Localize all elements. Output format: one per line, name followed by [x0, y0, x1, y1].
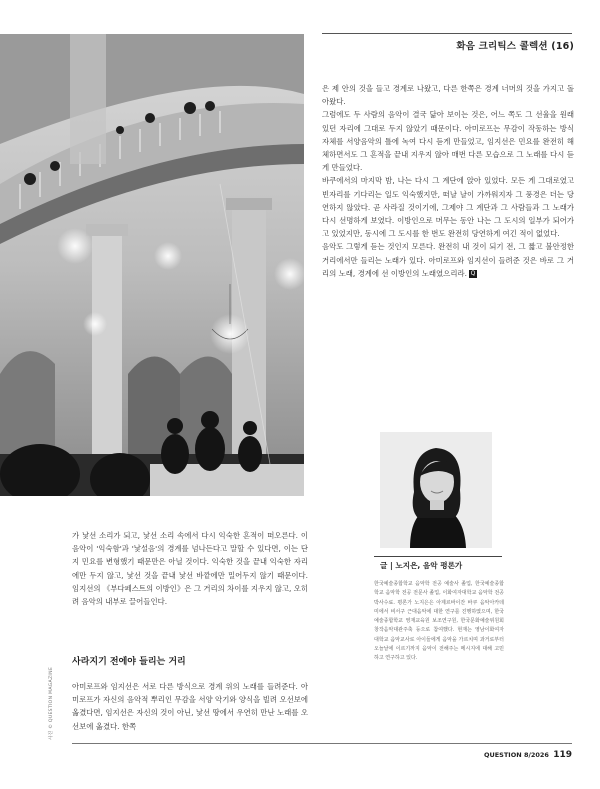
page-footer	[484, 750, 572, 760]
paragraph-last	[322, 240, 574, 280]
paragraph: 그럼에도 두 사람의 음악이 결국 닮아 보이는 것은, 어느 쪽도 그 선율을 원래 있던 자리에 그대로 두지 않았기 때문이다. 아미로프는 무감이 작동하는 방식 자체를 서양음악의 틀에 녹여 다시 듣게 만들었고, 임지선은 민요를 완전히 해체하면서도 그 흔적을 끝내 지우지 않아 매번 다른 모습으로 그 노래를 다시 듣게 만들었다.	[322, 110, 574, 173]
paragraph: 바쿠에서의 마지막 밤, 나는 다시 그 계단에 앉아 있었다. 모든 게 그대로였고 빈자리를 기다리는 일도 익숙했지만, 떠날 날이 가까워지자 그 풍경은 더는 당연하지 않았다. 곧 사라질 것이기에, 그제야 그 계단과 그 사람들과 그 노래가 다시 선명하게 보였다. 이방인으로 머무는 동안 나는 그 도시의 일부가 되어가고 있었지만, 동시에 그 도시를 한 번도 완전히 당연하게 여긴 적이 없었다.	[322, 176, 574, 239]
paragraph: 은 제 안의 것을 들고 경계로 나왔고, 다른 한쪽은 경계 너머의 것을 가지고 돌아왔다.	[322, 84, 574, 107]
issue-label: QUESTION 8/2026	[483, 751, 549, 759]
author-rule	[374, 556, 502, 557]
header-rule	[322, 33, 572, 34]
paragraph: 가 낯선 소리가 되고, 낯선 소리 속에서 다시 익숙한 흔적이 떠오른다. 이 음악이 '익숙함'과 '낯설음'의 경계를 넘나든다고 말할 수 있다면, 이는 단지 민요를 변형했기 때문만은 아닐 것이다. 익숙한 것을 끝내 익숙한 자리에만 두지 않고, 낯선 것을 끝내 낯선 바깥에만 밀어두지 않기 때문이다. 임지선의 《부다페스트의 이방인》은 그 거리의 차이를 지우지 않고, 오히려 음악의 내부로 끌어들인다.	[72, 531, 308, 607]
series-title: 화음 크리틱스 콜렉션 (16)	[456, 41, 574, 52]
author-portrait	[380, 432, 492, 548]
end-mark-icon: Q	[470, 269, 476, 277]
paragraph-text: 음악도 그렇게 듣는 것인지 모른다. 완전히 내 것이 되기 전, 그 짧고 불안정한 거리에서만 들리는 노래가 있다. 아미로프와 임지선이 들려준 것은 바로 그 거리의 노래, 경계에 선 이방인의 노래였으리라.	[322, 242, 574, 278]
author-bio: 한국예술종합학교 음악학 전공 예술사 졸업, 한국예술종합학교 음악학 전공 전문사 졸업, 이화여자대학교 음악학 전공 박사수료. 평론가 노지은은 아제르바이잔 바쿠 음악아카데미에서 비서구 근대음악에 대한 연구를 진행하였으며, 한국예술종합학교 영재교육원 보조연구원, 한국문화예술위원회 창작음악대관주축 등으로 참여했다. 현재는 영남이화여자 대학교 음악교사로 아이들에게 음악을 가르치며 과거로부터 오늘날에 이르기까지 음악이 전해주는 메시지에 대해 고민하고 연구하고 있다.	[374, 581, 504, 662]
footer-rule	[72, 743, 572, 744]
article-left-column	[72, 529, 308, 608]
page-number: 119	[553, 750, 572, 760]
photo-credit: 사진 © QUESTION MAGAZINE	[49, 666, 54, 740]
article-right-column	[322, 82, 574, 280]
author-name: 글 | 노지은, 음악 평론가	[380, 561, 463, 570]
paragraph: 아미로프와 임지선은 서로 다른 방식으로 경계 위의 노래를 들려준다. 아미로프가 자신의 음악적 뿌리인 무감을 서양 악기와 양식을 빌려 오선보에 옮겼다면, 임지선은 자신의 것이 아닌, 낯선 땅에서 우연히 만난 노래를 오선보에 옮겼다. 한쪽	[72, 682, 308, 731]
concert-hall-photo	[0, 34, 304, 496]
section-subheading: 사라지기 전에야 들리는 거리	[72, 657, 186, 667]
